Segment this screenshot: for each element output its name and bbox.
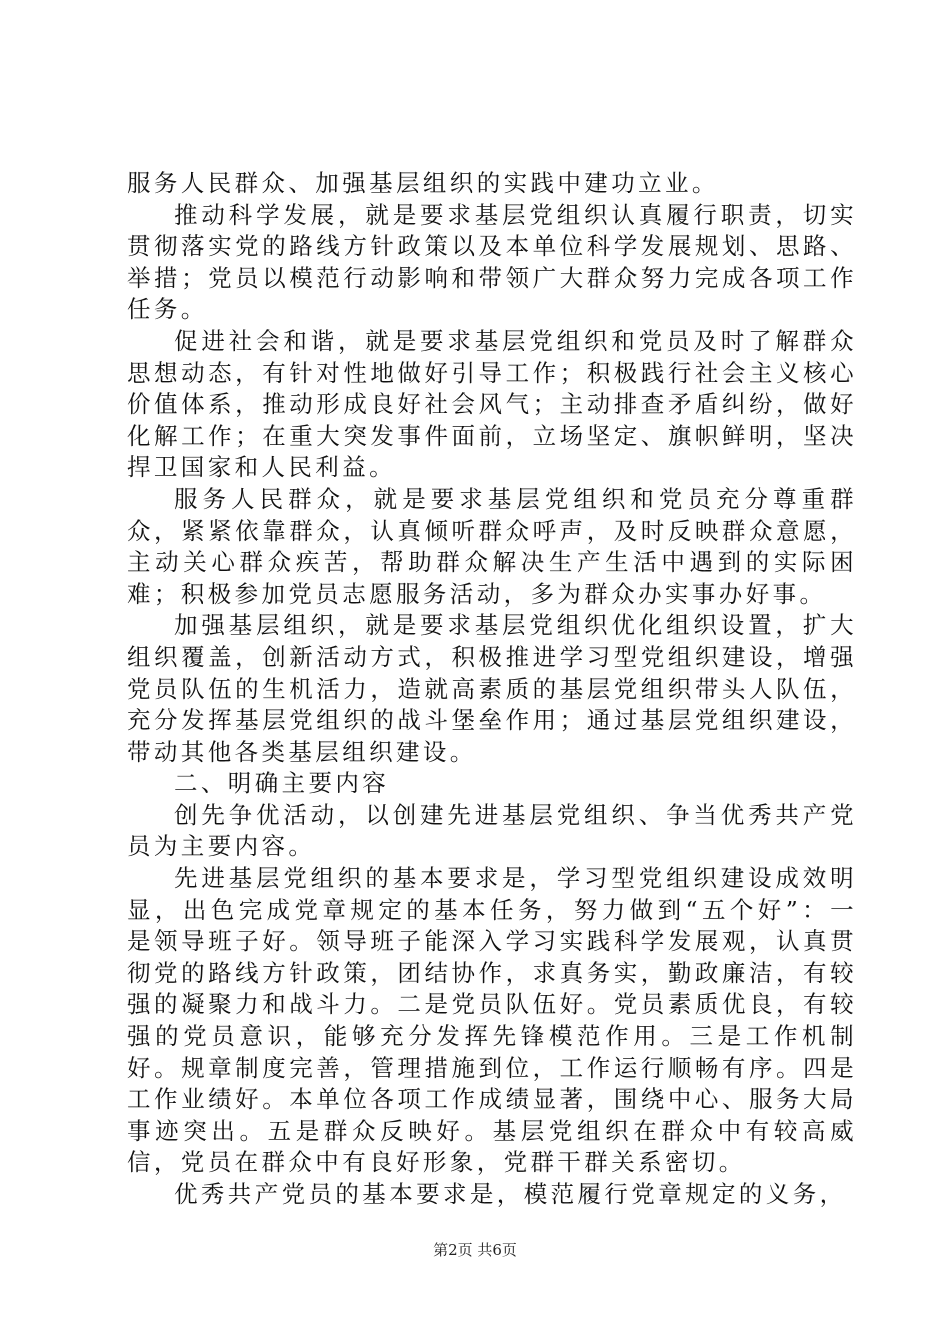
paragraph-social-harmony: 促进社会和谐，就是要求基层党组织和党员及时了解群众思想动态，有针对性地做好引导工作；积极践行社会主义核心价值体系，推动形成良好社会风气；主动排查矛盾纠纷，做好化解工作；在重大突发事件面前，立场坚定、旗帜鲜明，坚决捍卫国家和人民利益。 xyxy=(127,326,857,482)
paragraph-continuation: 服务人民群众、加强基层组织的实践中建功立业。 xyxy=(127,169,719,197)
paragraph-strengthen-organization: 加强基层组织，就是要求基层党组织优化组织设置，扩大组织覆盖，创新活动方式，积极推进学习型党组织建设，增强党员队伍的生机活力，造就高素质的基层党组织带头人队伍，充分发挥基层党组织的战斗堡垒作用；通过基层党组织建设，带动其他各类基层组织建设。 xyxy=(127,611,857,766)
page-footer: 第2页 共6页 xyxy=(433,1241,517,1259)
paragraph-excellent-member: 优秀共产党员的基本要求是，模范履行党章规定的义务， xyxy=(174,1180,847,1208)
document-body xyxy=(127,168,857,1211)
paragraph-main-content: 创先争优活动，以创建先进基层党组织、争当优秀共产党员为主要内容。 xyxy=(127,800,857,861)
paragraph-serve-people: 服务人民群众，就是要求基层党组织和党员充分尊重群众，紧紧依靠群众，认真倾听群众呼声，及时反映群众意愿，主动关心群众疾苦，帮助群众解决生产生活中遇到的实际困难；积极参加党员志愿服务活动，多为群众办实事办好事。 xyxy=(127,484,857,608)
paragraph-advanced-organization: 先进基层党组织的基本要求是，学习型党组织建设成效明显，出色完成党章规定的基本任务，努力做到“五个好”：一是领导班子好。领导班子能深入学习实践科学发展观，认真贯彻党的路线方针政策，团结协作，求真务实，勤政廉洁，有较强的凝聚力和战斗力。二是党员队伍好。党员素质优良，有较强的党员意识，能够充分发挥先锋模范作用。三是工作机制好。规章制度完善，管理措施到位，工作运行顺畅有序。四是工作业绩好。本单位各项工作成绩显著，围绕中心、服务大局事迹突出。五是群众反映好。基层党组织在群众中有较高威信，党员在群众中有良好形象，党群干群关系密切。 xyxy=(127,864,857,1177)
section-heading: 二、明确主要内容 xyxy=(174,769,390,798)
paragraph-promote-development: 推动科学发展，就是要求基层党组织认真履行职责，切实贯彻落实党的路线方针政策以及本单位科学发展规划、思路、举措；党员以模范行动影响和带领广大群众努力完成各项工作任务。 xyxy=(127,200,857,324)
